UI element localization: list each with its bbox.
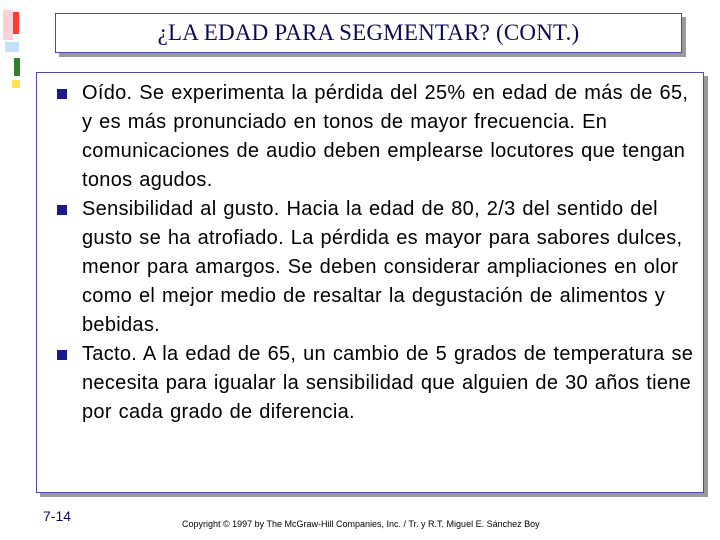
slide-title: ¿LA EDAD PARA SEGMENTAR? (CONT.) [157,20,580,45]
bullet-list [37,79,703,427]
content-box [36,72,704,493]
bullet-item-touch [37,340,703,427]
decoration-square [3,10,13,40]
decoration-square [14,58,20,76]
bullet-text: Oído. Se experimenta la pérdida del 25% en edad de más de 65, y es más pronunciado en tonos de mayor frecuencia. En comunicaciones de audio deben emplearse locutores que tengan tonos agudos. [82,82,689,191]
square-bullet-icon [57,350,67,360]
bullet-text: Tacto. A la edad de 65, un cambio de 5 grados de temperatura se necesita para igualar la sensibilidad que alguien de 30 años tiene por cada grado de diferencia. [82,343,694,423]
square-bullet-icon [57,89,67,99]
bullet-item-hearing [37,79,703,195]
title-box [55,13,682,53]
copyright-notice: Copyright © 1997 by The McGraw-Hill Companies, Inc. / Tr. y R.T. Miguel E. Sánchez Boy [182,519,540,529]
decoration-square [13,12,19,34]
left-decoration-bar [0,0,28,540]
bullet-item-taste [37,195,703,340]
slide-number: 7-14 [43,508,72,524]
decoration-square [12,80,20,88]
square-bullet-icon [57,205,67,215]
bullet-text: Sensibilidad al gusto. Hacia la edad de 80, 2/3 del sentido del gusto se ha atrofiado. La pérdida es mayor para sabores dulces, menor para amargos. Se deben considerar ampliaciones en olor como el mejor medio de resaltar la degustación de alimentos y bebidas. [82,198,683,336]
decoration-square [5,42,19,52]
